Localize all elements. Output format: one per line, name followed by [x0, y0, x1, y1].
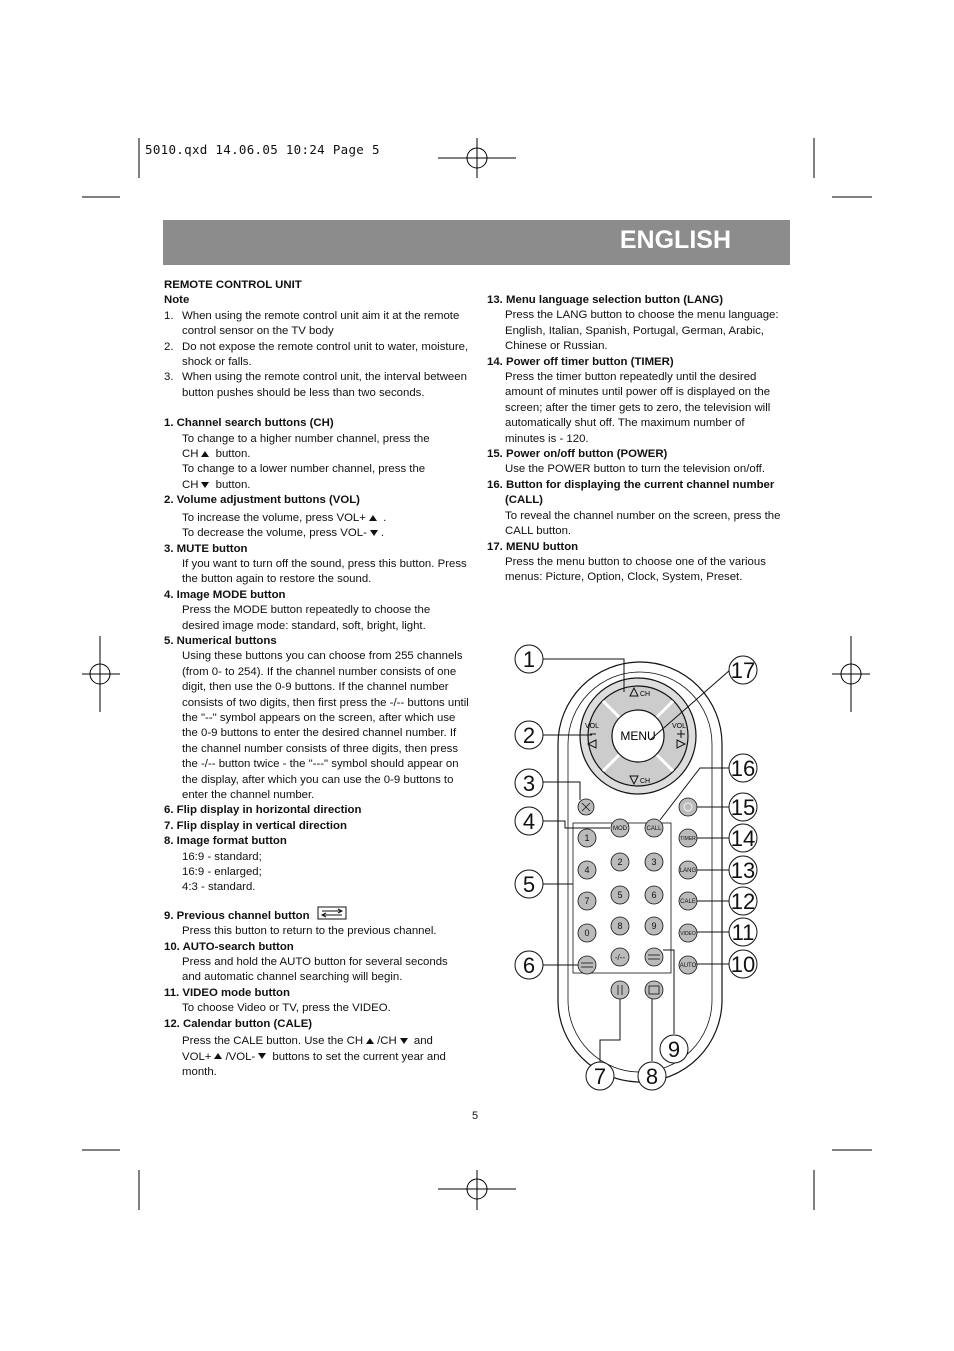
item-title: 10. AUTO-search button: [164, 940, 294, 953]
item-text: Press the timer button repeatedly until the desired amount of minutes until power off is displayed on the screen; after the timer gets to zero, the television will automatically shut off. The maximum number of minutes is - 120.: [505, 371, 771, 445]
item-text: Press the LANG button to choose the menu language: English, Italian, Spanish, Portugal, German, Arabic, Chinese or Russian.: [505, 309, 779, 353]
item-title: 13. Menu language selection button (LANG): [487, 294, 724, 306]
item-text: Press the CALE button. Use the CH /CH and VOL+ /VOL- buttons to set the current year and month.: [182, 1035, 446, 1078]
item-text: Use the POWER button to turn the television on/off.: [505, 463, 766, 476]
digit-label: 1: [584, 833, 590, 843]
arrow-up-icon: [369, 515, 377, 521]
svg-text:10: 10: [730, 952, 756, 977]
vol-up-button[interactable]: VOL: [672, 723, 687, 730]
item-text: If you want to turn off the sound, press this button. Press the button again to restore the sound.: [182, 557, 467, 586]
flip-vertical-button[interactable]: [611, 981, 629, 999]
svg-text:4: 4: [522, 809, 536, 834]
item-title: 15. Power on/off button (POWER): [487, 448, 668, 461]
item-text: To change to a higher number channel, press the CH button. To change to a lower number channel, press the CH button.: [182, 432, 430, 491]
image-format-button[interactable]: [645, 981, 663, 999]
item-title: 7. Flip display in vertical direction: [164, 819, 347, 832]
item-title: 8. Image format button: [164, 835, 287, 848]
digit-label: 5: [617, 890, 623, 900]
callout-8: [638, 1062, 666, 1090]
item-title: 4. Image MODE button: [164, 588, 286, 601]
remote-control-illustration: [480, 630, 780, 1100]
dash-label: -/--: [614, 953, 626, 962]
right-column: [487, 293, 787, 586]
mod-label: MOD: [613, 826, 627, 832]
item-text: Using these buttons you can choose from 255 channels (from 0- to 254). If the channel number consists of one digit, then use the 0-9 buttons. If the channel number consists of two digits, then first press the -/-- buttons until the "--" symbol appears on the screen, after which use the 0-9 buttons to enter the desired channel number. If the channel number consists of three digits, then press the -/-- button twice - the "---" symbol should appear on the display, after which you can use the 0-9 buttons to enter the channel number.: [182, 650, 469, 801]
svg-text:13: 13: [730, 858, 756, 883]
video-label: VIDEO: [680, 931, 696, 937]
item-title: 2. Volume adjustment buttons (VOL): [164, 494, 360, 507]
lang-label: LANG: [679, 868, 697, 874]
item-text: To choose Video or TV, press the VIDEO.: [182, 1002, 391, 1015]
vol-down-button[interactable]: VOL: [585, 723, 600, 730]
svg-text:17: 17: [730, 658, 756, 683]
note-item: 1. When using the remote control unit aim it at the remote control sensor on the TV body: [164, 309, 460, 338]
callout-7: [586, 1062, 614, 1090]
arrow-up-icon: [201, 451, 209, 457]
flip-horizontal-button[interactable]: [578, 956, 596, 974]
item-title: 16. Button for displaying the current channel number (CALL): [487, 478, 775, 507]
section-heading: REMOTE CONTROL UNIT: [164, 279, 302, 291]
svg-text:3: 3: [522, 771, 536, 796]
arrow-down-icon: [370, 530, 378, 536]
item-title: 12. Calendar button (CALE): [164, 1017, 313, 1030]
ch-up-button[interactable]: CH: [640, 691, 651, 698]
callout-12: [729, 887, 757, 915]
auto-label: AUTO: [679, 963, 697, 969]
callout-3: [515, 769, 543, 797]
item-text: Press the menu button to choose one of the various menus: Picture, Option, Clock, System, Preset.: [505, 555, 766, 584]
digit-label: 7: [584, 896, 590, 906]
svg-text:2: 2: [522, 723, 536, 748]
item-text: 16:9 - standard; 16:9 - enlarged; 4:3 - standard.: [182, 850, 262, 894]
digit-label: 6: [651, 890, 657, 900]
svg-text:9: 9: [667, 1037, 681, 1062]
arrow-down-icon: [201, 482, 209, 488]
callout-11: [729, 918, 757, 946]
item-title: 5. Numerical buttons: [164, 634, 277, 647]
item-title: 14. Power off timer button (TIMER): [487, 355, 674, 368]
previous-channel-icon: [317, 906, 347, 920]
arrow-down-icon: [258, 1053, 266, 1059]
callout-16: [729, 754, 757, 782]
callout-2: [515, 721, 543, 749]
svg-text:16: 16: [730, 756, 756, 781]
menu-button[interactable]: MENU: [620, 729, 656, 743]
svg-text:15: 15: [730, 795, 756, 820]
svg-text:6: 6: [522, 953, 536, 978]
svg-text:1: 1: [522, 647, 536, 672]
svg-text:5: 5: [522, 872, 536, 897]
item-title: 6. Flip display in horizontal direction: [164, 804, 362, 817]
callout-5: [515, 870, 543, 898]
item-text: To increase the volume, press VOL+ . To decrease the volume, press VOL- .: [182, 511, 387, 540]
callout-6: [515, 951, 543, 979]
item-title: 17. MENU button: [487, 540, 579, 553]
svg-text:12: 12: [730, 889, 756, 914]
svg-text:14: 14: [730, 826, 756, 851]
prev-channel-button[interactable]: [645, 948, 663, 966]
svg-text:8: 8: [645, 1064, 659, 1089]
item-title: 1. Channel search buttons (CH): [164, 417, 334, 430]
note-item: 3. When using the remote control unit, the interval between button pushes should be less than two seconds.: [164, 371, 467, 399]
callout-13: [729, 856, 757, 884]
left-column: [164, 278, 469, 1080]
arrow-down-icon: [400, 1038, 408, 1044]
note-item: 2. Do not expose the remote control unit to water, moisture, shock or falls.: [164, 340, 469, 369]
svg-text:11: 11: [731, 920, 755, 945]
arrow-up-icon: [366, 1038, 374, 1044]
callout-15: [729, 793, 757, 821]
digit-label: 0: [584, 928, 590, 938]
callout-17: [729, 656, 757, 684]
item-title: 11. VIDEO mode button: [164, 986, 290, 999]
digit-label: 9: [651, 921, 657, 931]
timer-label: TIMER: [680, 836, 696, 842]
item-title: 3. MUTE button: [164, 542, 248, 555]
item-text: To reveal the channel number on the screen, press the CALL button.: [505, 509, 781, 538]
item-text: Press and hold the AUTO button for several seconds and automatic channel searching will begin.: [182, 956, 448, 984]
svg-text:7: 7: [593, 1064, 607, 1089]
digit-label: 3: [651, 857, 657, 867]
digit-label: 2: [617, 857, 623, 867]
ch-down-button[interactable]: CH: [640, 778, 651, 785]
digit-label: 4: [584, 865, 590, 875]
callout-10: [729, 950, 757, 978]
language-banner: [163, 220, 790, 265]
callout-4: [515, 807, 543, 835]
item-text: Press this button to return to the previous channel.: [182, 925, 437, 938]
page-number: 5: [472, 1110, 479, 1122]
item-title: 9. Previous channel button: [164, 906, 469, 924]
cale-label: CALE: [680, 899, 696, 905]
item-text: Press the MODE button repeatedly to choose the desired image mode: standard, soft, bright, light.: [182, 604, 431, 632]
call-label: CALL: [646, 826, 662, 832]
banner-title: ENGLISH: [619, 226, 731, 254]
callout-14: [729, 824, 757, 852]
digit-label: 8: [617, 921, 623, 931]
arrow-up-icon: [214, 1053, 222, 1059]
file-slug: 5010.qxd 14.06.05 10:24 Page 5: [145, 142, 380, 157]
note-label: Note: [164, 294, 190, 307]
callout-1: [515, 645, 543, 673]
power-button[interactable]: [679, 798, 697, 816]
callout-9: [660, 1035, 688, 1063]
